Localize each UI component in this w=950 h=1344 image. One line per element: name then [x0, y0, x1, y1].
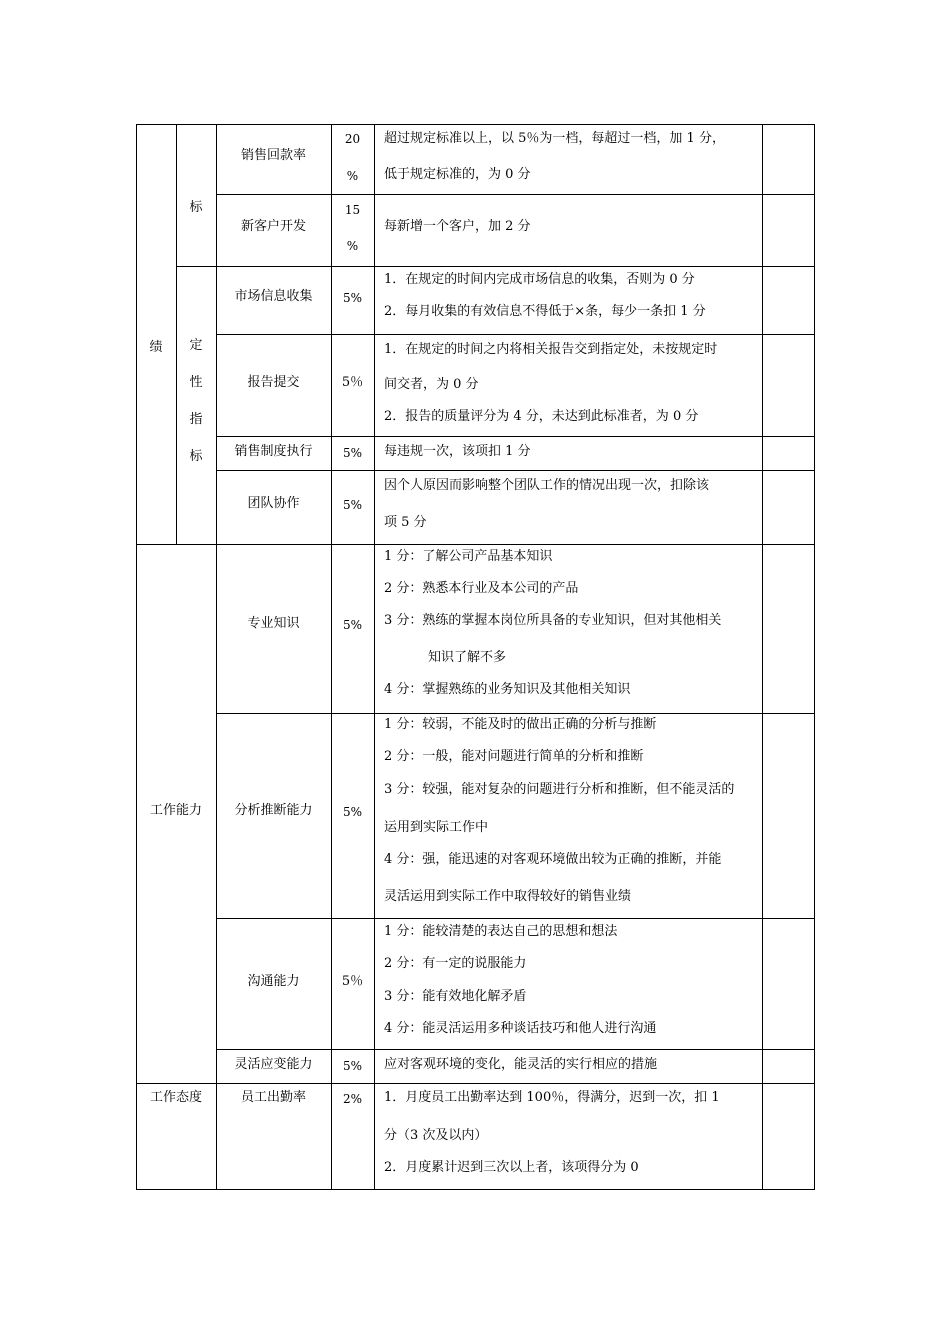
criteria-line: 2 分：一般，能对问题进行简单的分析和推断: [384, 749, 644, 764]
item-name: 市场信息收集: [234, 289, 313, 304]
quantitative-label: 标: [189, 200, 203, 215]
criteria-line: 2．报告的质量评分为 4 分，未达到此标准者，为 0 分: [384, 409, 699, 424]
group-label-attitude: 工作态度: [149, 1090, 202, 1105]
item-name: 团队协作: [247, 496, 300, 511]
weight-value: 20: [344, 132, 361, 146]
criteria-line: 1 分：较弱，不能及时的做出正确的分析与推断: [384, 717, 657, 732]
criteria-line: 1 分：了解公司产品基本知识: [384, 549, 553, 564]
weight-value: 15: [344, 203, 361, 217]
criteria-line: 项 5 分: [384, 515, 427, 530]
item-name: 沟通能力: [247, 974, 300, 989]
criteria-line: 3 分：熟练的掌握本岗位所具备的专业知识，但对其他相关: [384, 613, 722, 628]
item-name: 新客户开发: [240, 219, 306, 234]
criteria-line: 4 分：掌握熟练的业务知识及其他相关知识: [384, 682, 631, 697]
criteria-line: 因个人原因而影响整个团队工作的情况出现一次，扣除该: [384, 478, 710, 493]
qualitative-label-3: 指: [189, 412, 203, 427]
item-name: 专业知识: [247, 616, 300, 631]
criteria-line: 1 分：能较清楚的表达自己的思想和想法: [384, 924, 618, 939]
weight-value: 2%: [342, 1092, 363, 1106]
criteria-line: 间交者，为 0 分: [384, 377, 479, 392]
item-name: 销售制度执行: [234, 444, 313, 459]
criteria-line: 应对客观环境的变化，能灵活的实行相应的措施: [384, 1057, 658, 1072]
qualitative-label-1: 定: [189, 338, 203, 353]
criteria-line: 运用到实际工作中: [384, 820, 489, 835]
weight-unit: %: [346, 239, 359, 253]
criteria-line: 每违规一次，该项扣 1 分: [384, 444, 531, 459]
criteria-line: 1．在规定的时间内完成市场信息的收集，否则为 0 分: [384, 272, 695, 287]
criteria-line: 1．在规定的时间之内将相关报告交到指定处，未按规定时: [384, 342, 718, 357]
criteria-line: 2 分：有一定的说服能力: [384, 956, 527, 971]
weight-unit: %: [346, 169, 359, 183]
weight-value: 5％: [341, 375, 364, 390]
weight-value: 5%: [342, 805, 363, 819]
group-label-ability: 工作能力: [149, 803, 202, 818]
criteria-line: 低于规定标准的，为 0 分: [384, 167, 531, 182]
weight-value: 5%: [342, 618, 363, 632]
criteria-line: 2．每月收集的有效信息不得低于×条，每少一条扣 1 分: [384, 304, 706, 319]
criteria-line: 分（3 次及以内）: [384, 1128, 488, 1143]
criteria-line: 4 分：强，能迅速的对客观环境做出较为正确的推断，并能: [384, 852, 722, 867]
criteria-line: 超过规定标准以上，以 5％为一档，每超过一档，加 1 分，: [384, 131, 725, 146]
qualitative-label-4: 标: [189, 449, 203, 464]
item-name: 销售回款率: [240, 148, 306, 163]
criteria-line: 2 分：熟悉本行业及本公司的产品: [384, 581, 579, 596]
item-name: 灵活应变能力: [234, 1057, 313, 1072]
criteria-line: 知识了解不多: [428, 650, 507, 665]
criteria-line: 1．月度员工出勤率达到 100％，得满分，迟到一次，扣 1: [384, 1090, 720, 1105]
criteria-line: 3 分：较强，能对复杂的问题进行分析和推断，但不能灵活的: [384, 782, 735, 797]
item-name: 报告提交: [247, 375, 300, 390]
weight-value: 5%: [342, 446, 363, 460]
weight-value: 5%: [342, 291, 363, 305]
weight-value: 5％: [341, 974, 364, 989]
item-name: 分析推断能力: [234, 803, 313, 818]
criteria-line: 每新增一个客户，加 2 分: [384, 219, 531, 234]
weight-value: 5%: [342, 1059, 363, 1073]
weight-value: 5%: [342, 498, 363, 512]
group-label-performance: 绩: [149, 340, 163, 355]
qualitative-label-2: 性: [189, 375, 203, 390]
criteria-line: 3 分：能有效地化解矛盾: [384, 989, 527, 1004]
item-name: 员工出勤率: [240, 1090, 306, 1105]
criteria-line: 4 分：能灵活运用多种谈话技巧和他人进行沟通: [384, 1021, 657, 1036]
criteria-line: 灵活运用到实际工作中取得较好的销售业绩: [384, 889, 632, 904]
criteria-line: 2．月度累计迟到三次以上者，该项得分为 0: [384, 1160, 639, 1175]
